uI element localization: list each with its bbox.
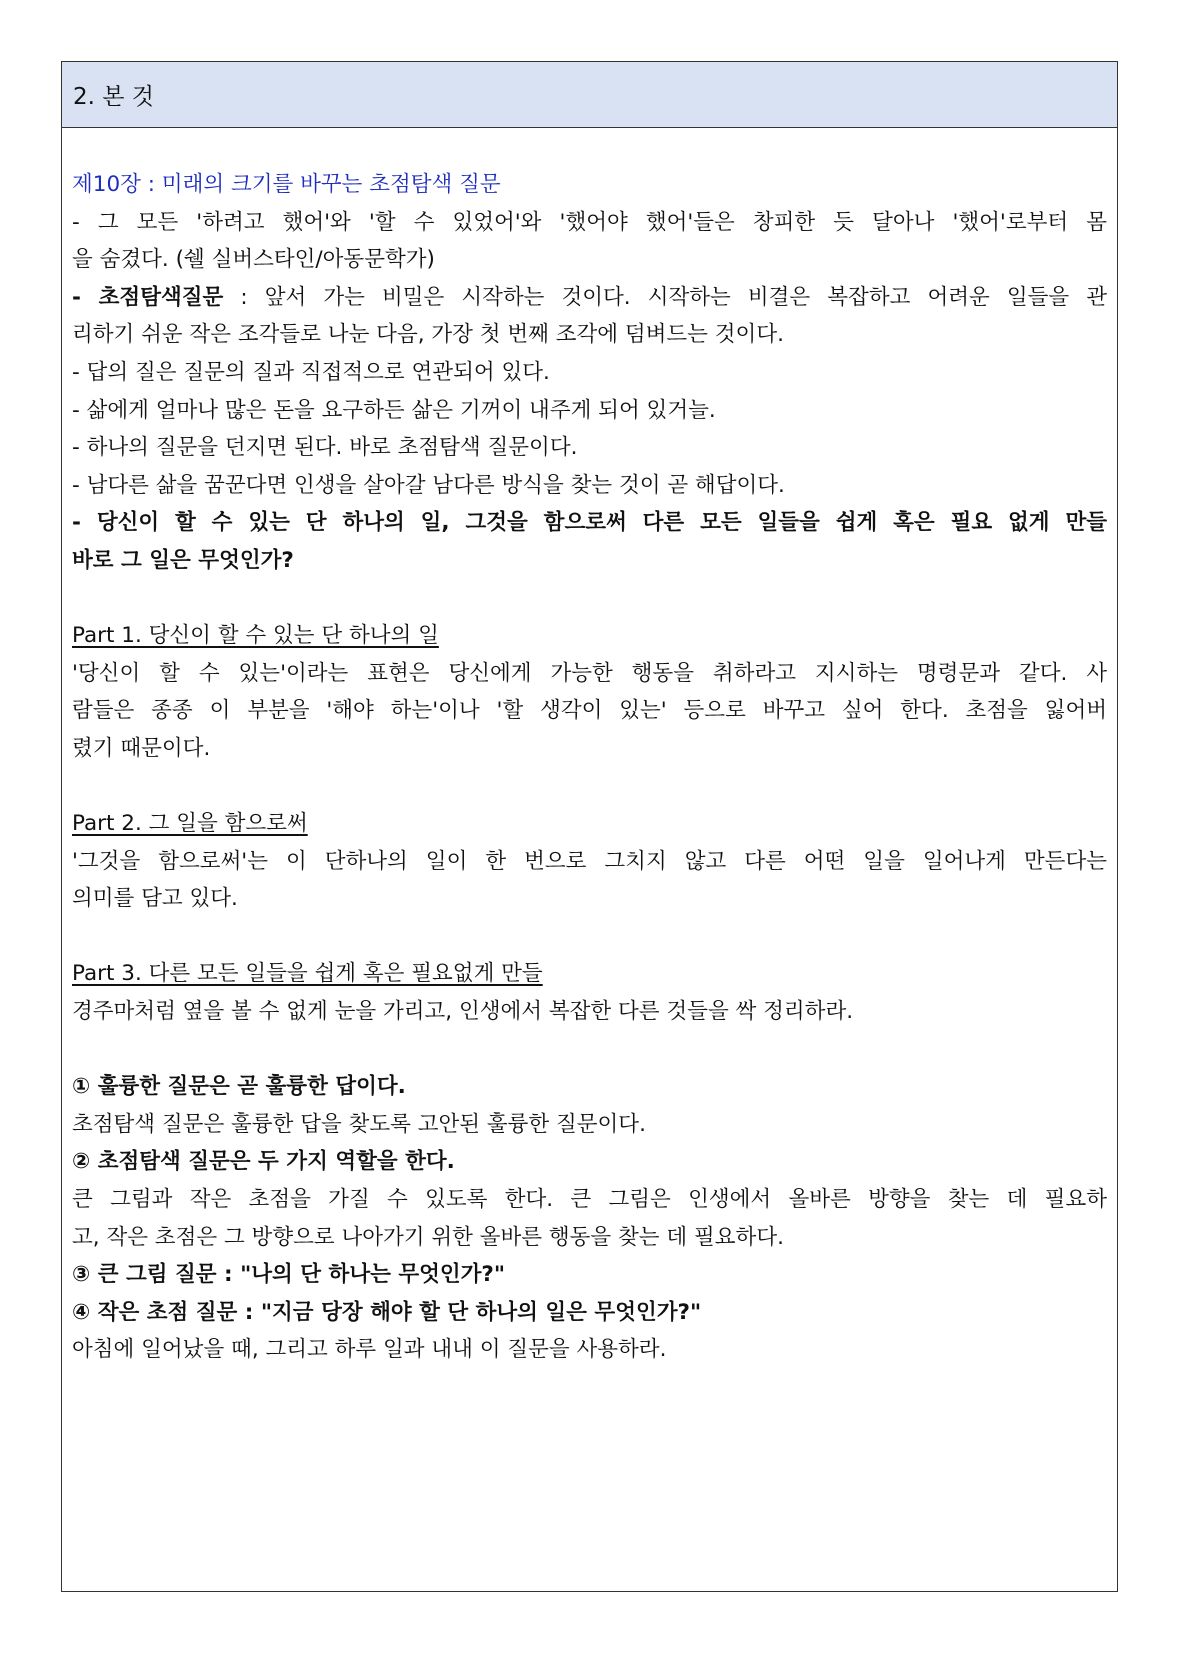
point-1-heading: ① 훌륭한 질문은 곧 훌륭한 답이다.: [72, 1074, 406, 1100]
intro-line: 바로 그 일은 무엇인가?: [72, 547, 294, 573]
intro-line: 리하기 쉬운 작은 조각들로 나눈 다음, 가장 첫 번째 조각에 덤벼드는 것이다.: [72, 322, 784, 348]
point-4-text: 아침에 일어났을 때, 그리고 하루 일과 내내 이 질문을 사용하라.: [72, 1337, 667, 1363]
part3-heading: Part 3. 다른 모든 일들을 쉽게 혹은 필요없게 만들: [72, 961, 543, 987]
intro-line: - 삶에게 얼마나 많은 돈을 요구하든 삶은 기꺼이 내주게 되어 있거늘.: [72, 397, 716, 423]
spacer: [72, 768, 1107, 806]
part1-heading: Part 1. 당신이 할 수 있는 단 하나의 일: [72, 623, 439, 649]
intro-line: - 남다른 삶을 꿈꾼다면 인생을 살아갈 남다른 방식을 찾는 것이 곧 해답이다.: [72, 472, 785, 498]
focus-question-label: - 초점탐색질문: [72, 284, 224, 310]
part2-line: 의미를 담고 있다.: [72, 886, 238, 912]
point-4-heading: ④ 작은 초점 질문 : "지금 당장 해야 할 단 하나의 일은 무엇인가?": [72, 1299, 702, 1325]
point-2-text: 큰 그림과 작은 초점을 가질 수 있도록 한다. 큰 그림은 인생에서 올바른 방향을 찾는 데 필요하: [72, 1187, 1107, 1213]
intro-line: 을 숨겼다. (쉘 실버스타인/아동문학가): [72, 247, 435, 273]
point-2-heading: ② 초점탐색 질문은 두 가지 역할을 한다.: [72, 1149, 455, 1175]
intro-line: - 답의 질은 질문의 질과 직접적으로 연관되어 있다.: [72, 359, 550, 385]
point-1-text: 초점탐색 질문은 훌륭한 답을 찾도록 고안된 훌륭한 질문이다.: [72, 1111, 646, 1137]
section-title: 2. 본 것: [73, 84, 155, 110]
part1-line: '당신이 할 수 있는'이라는 표현은 당신에게 가능한 행동을 취하라고 지시하는 명령문과 같다. 사: [72, 660, 1107, 686]
point-3-heading: ③ 큰 그림 질문 : "나의 단 하나는 무엇인가?": [72, 1262, 506, 1288]
intro-line: [72, 279, 1107, 317]
part1-line: 렸기 때문이다.: [72, 735, 211, 761]
section-header: [62, 62, 1117, 128]
part1-line: 람들은 종종 이 부분을 '해야 하는'이나 '할 생각이 있는' 등으로 바꾸고 싶어 한다. 초점을 잃어버: [72, 698, 1107, 724]
intro-line: - 당신이 할 수 있는 단 하나의 일, 그것을 함으로써 다른 모든 일들을 쉽게 혹은 필요 없게 만들: [72, 510, 1107, 536]
document-box: [61, 61, 1118, 1592]
focus-question-text: : 앞서 가는 비밀은 시작하는 것이다. 시작하는 비결은 복잡하고 어려운 일들을 관: [223, 284, 1107, 310]
intro-line: - 하나의 질문을 던지면 된다. 바로 초점탐색 질문이다.: [72, 435, 578, 461]
part3-line: 경주마처럼 옆을 볼 수 없게 눈을 가리고, 인생에서 복잡한 다른 것들을 싹 정리하라.: [72, 999, 854, 1025]
intro-line: - 그 모든 '하려고 했어'와 '할 수 있었어'와 '했어야 했어'들은 창피한 듯 달아나 '했어'로부터 몸: [72, 209, 1107, 235]
spacer: [72, 580, 1107, 618]
chapter-title: 제10장 : 미래의 크기를 바꾸는 초점탐색 질문: [72, 172, 501, 197]
part2-line: '그것을 함으로써'는 이 단하나의 일이 한 번으로 그치지 않고 다른 어떤 일을 일어나게 만든다는: [72, 848, 1107, 874]
point-2-text: 고, 작은 초점은 그 방향으로 나아가기 위한 올바른 행동을 찾는 데 필요하다.: [72, 1224, 784, 1250]
part2-heading: Part 2. 그 일을 함으로써: [72, 811, 308, 837]
spacer: [72, 918, 1107, 956]
document-body: [62, 128, 1117, 1369]
spacer: [72, 1031, 1107, 1069]
